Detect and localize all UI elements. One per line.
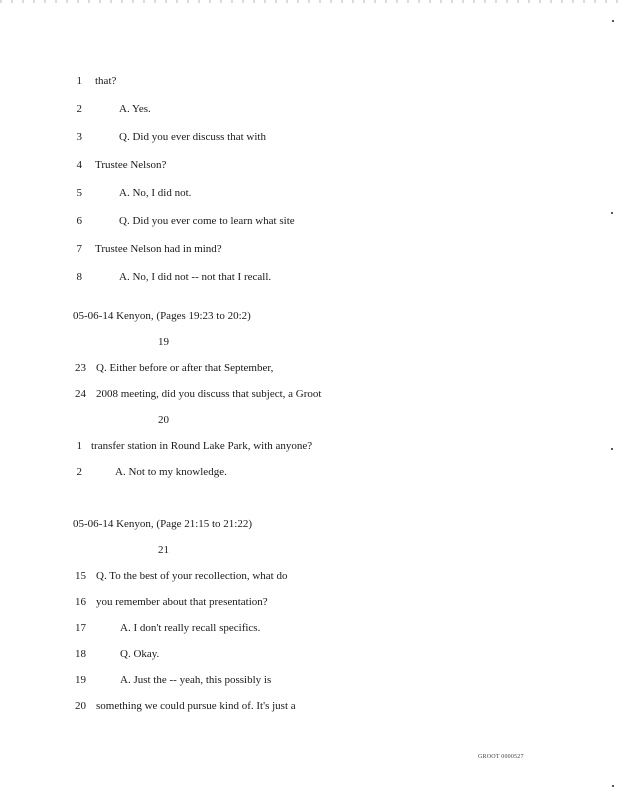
line-number: 8 xyxy=(76,271,82,283)
line-number: 18 xyxy=(75,648,86,660)
line-number: 23 xyxy=(75,362,86,374)
line-number: 5 xyxy=(76,187,82,199)
line-text: that? xyxy=(95,75,117,87)
line-number: 2 xyxy=(76,466,82,478)
page-number: 19 xyxy=(158,336,169,348)
bates-number: GROOT 0000527 xyxy=(478,754,524,760)
line-text: A. Just the -- yeah, this possibly is xyxy=(120,674,272,686)
line-number: 1 xyxy=(76,75,82,87)
line-text: Q. To the best of your recollection, what do xyxy=(96,570,288,582)
line-number: 15 xyxy=(75,570,86,582)
line-number: 4 xyxy=(76,159,82,171)
line-number: 24 xyxy=(75,388,86,400)
line-text: A. I don't really recall specifics. xyxy=(120,622,261,634)
line-number: 19 xyxy=(75,674,86,686)
page-number: 20 xyxy=(158,414,169,426)
line-text: A. Not to my knowledge. xyxy=(115,466,227,478)
line-text: you remember about that presentation? xyxy=(96,596,268,608)
line-number: 16 xyxy=(75,596,86,608)
line-text: A. No, I did not -- not that I recall. xyxy=(119,271,272,283)
scan-speck xyxy=(611,448,613,450)
line-text: something we could pursue kind of. It's just a xyxy=(96,700,296,712)
excerpt-header: 05-06-14 Kenyon, (Pages 19:23 to 20:2) xyxy=(73,310,251,322)
line-number: 7 xyxy=(76,243,82,255)
line-number: 2 xyxy=(76,103,82,115)
line-text: transfer station in Round Lake Park, with anyone? xyxy=(91,440,313,452)
line-number: 20 xyxy=(75,700,86,712)
line-text: Q. Did you ever come to learn what site xyxy=(119,215,295,227)
line-text: Q. Either before or after that September, xyxy=(96,362,274,374)
scan-speck xyxy=(612,20,614,22)
scan-speck xyxy=(611,212,613,214)
line-text: A. No, I did not. xyxy=(119,187,192,199)
excerpt-header: 05-06-14 Kenyon, (Page 21:15 to 21:22) xyxy=(73,518,253,530)
line-text: 2008 meeting, did you discuss that subject, a Groot xyxy=(96,388,322,400)
line-number: 6 xyxy=(76,215,82,227)
scan-edge-artifact xyxy=(0,0,619,3)
scan-speck xyxy=(612,785,614,787)
line-text: Trustee Nelson? xyxy=(95,159,167,171)
page-number: 21 xyxy=(158,544,169,556)
line-text: Q. Okay. xyxy=(120,648,160,660)
line-number: 17 xyxy=(75,622,86,634)
line-number: 3 xyxy=(76,131,82,143)
line-number: 1 xyxy=(76,440,82,452)
line-text: Q. Did you ever discuss that with xyxy=(119,131,266,143)
line-text: Trustee Nelson had in mind? xyxy=(95,243,222,255)
line-text: A. Yes. xyxy=(119,103,151,115)
